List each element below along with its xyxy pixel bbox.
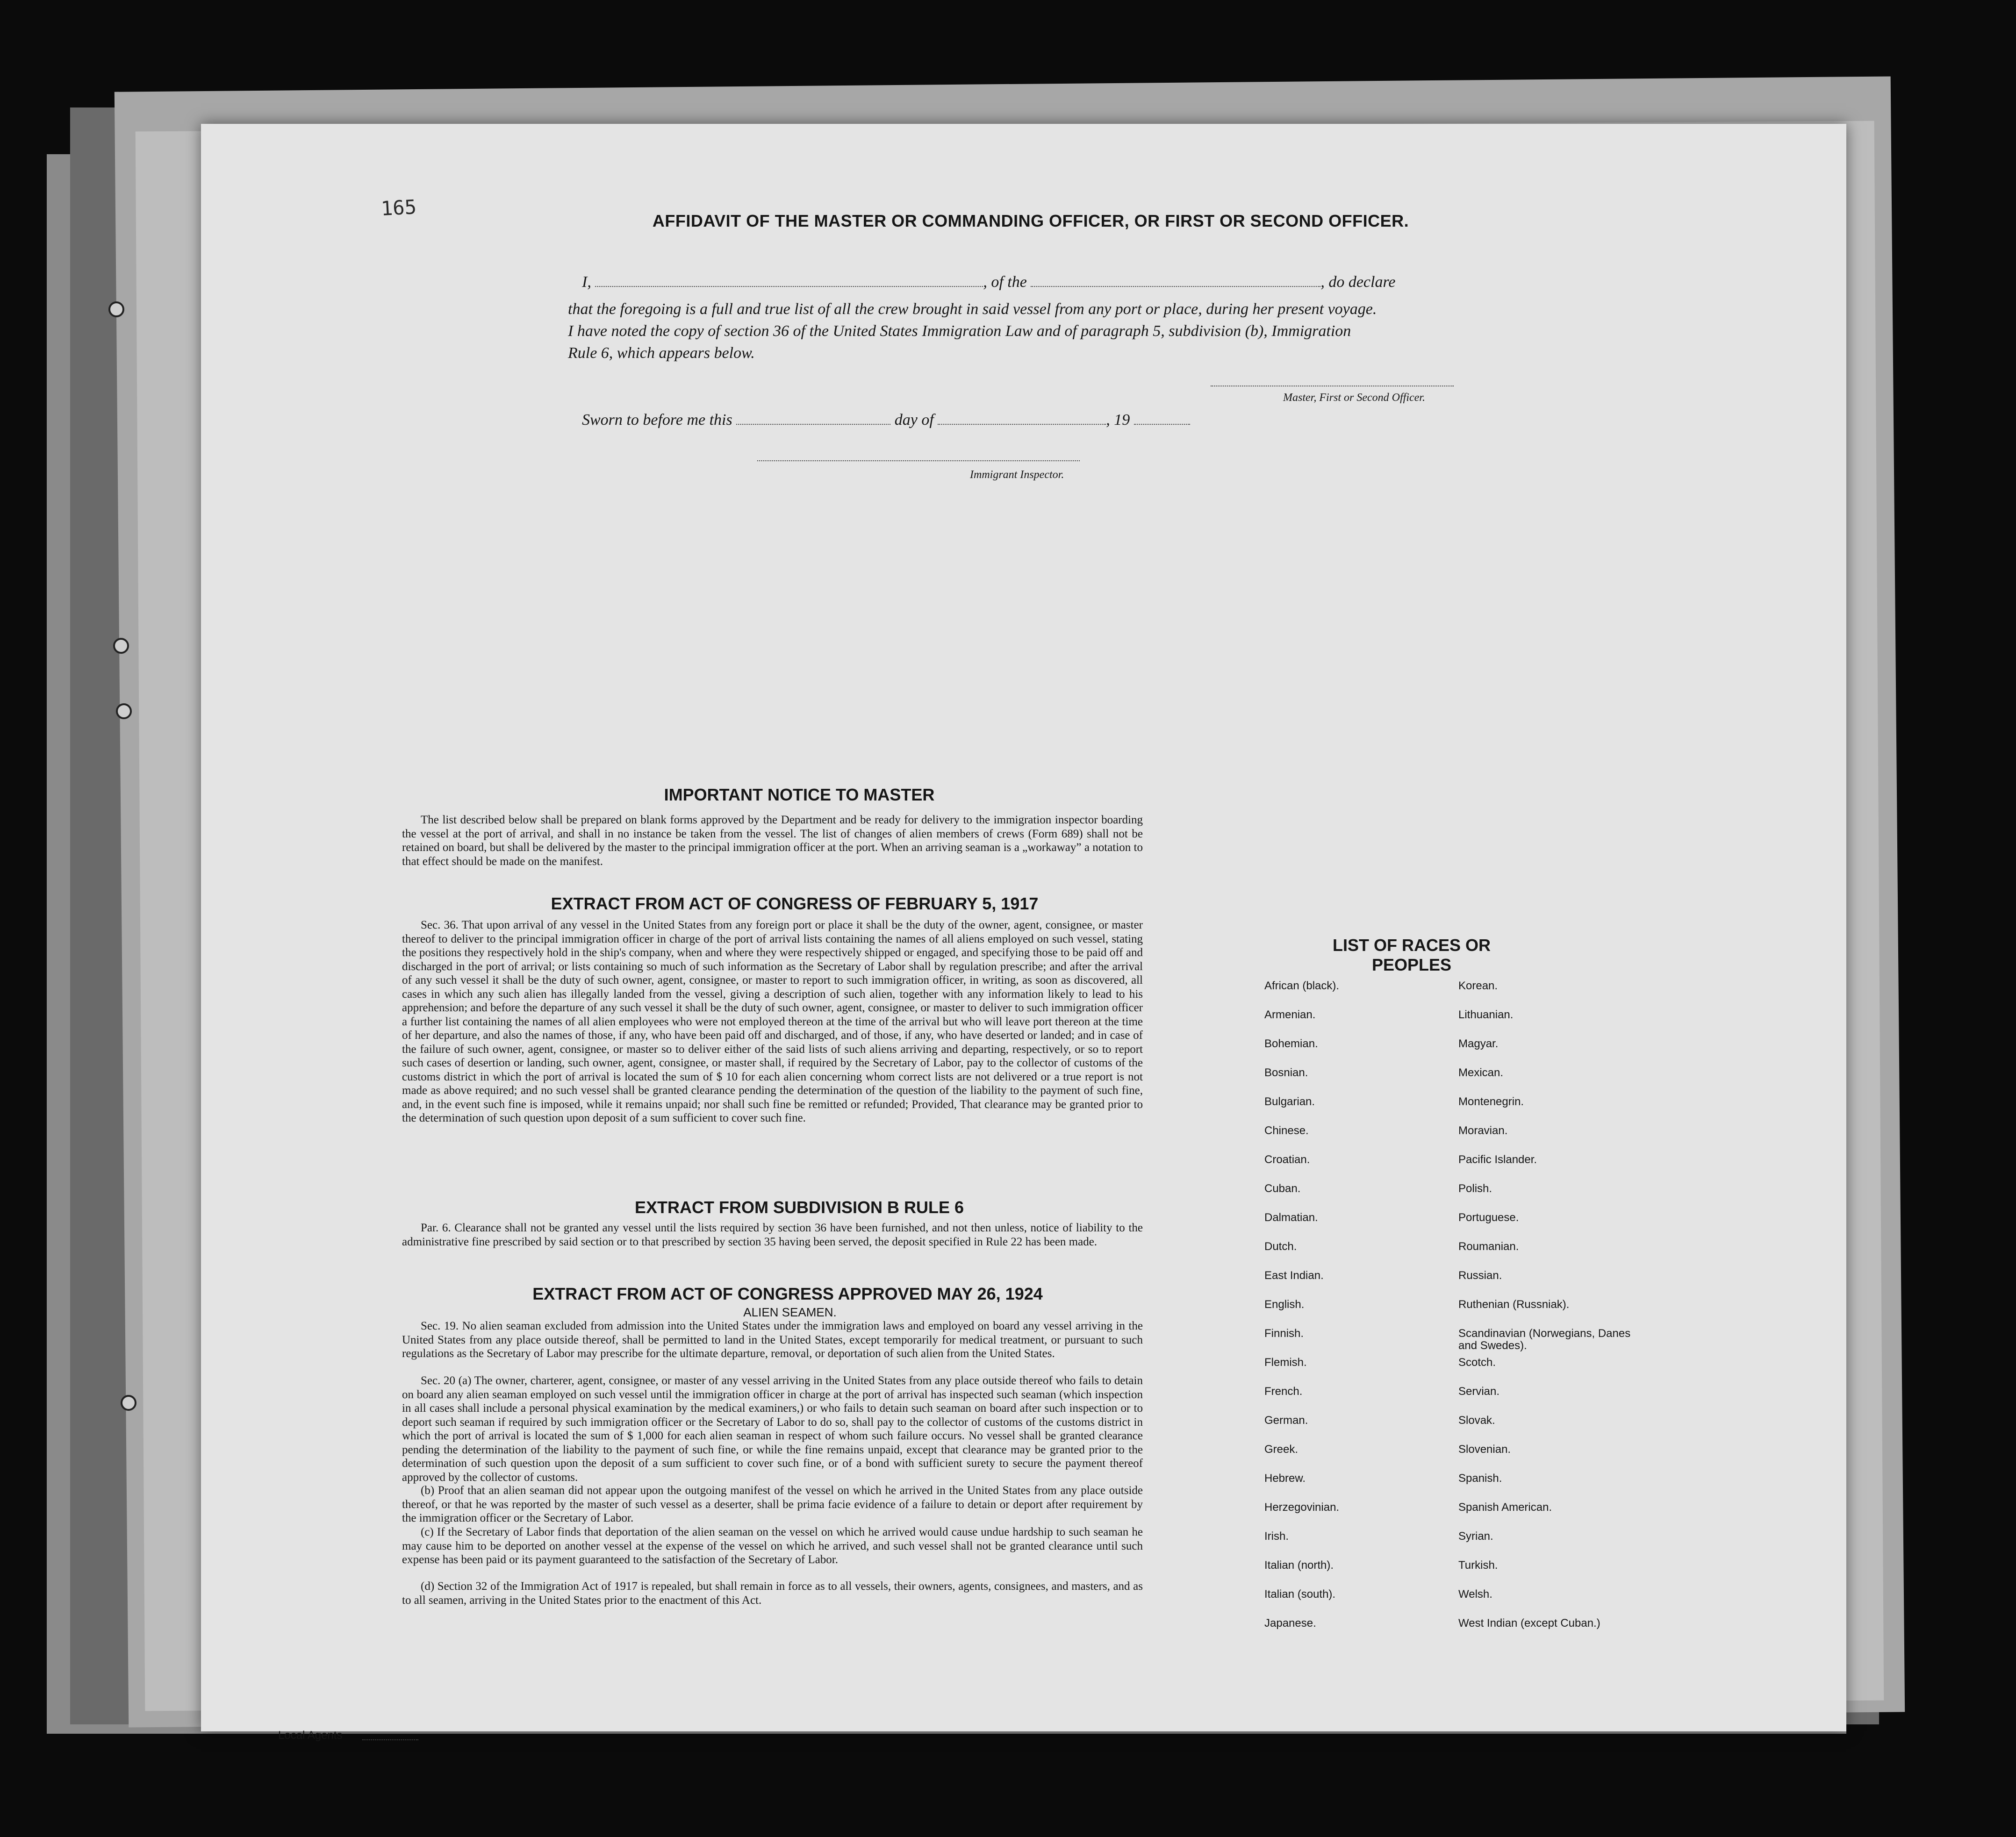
- race-item: Scandinavian (Norwegians, Danes and Swedes).: [1458, 1327, 1631, 1352]
- inspector-caption: Immigrant Inspector.: [970, 469, 1064, 481]
- race-item: Slovenian.: [1458, 1443, 1511, 1456]
- race-item: Portuguese.: [1458, 1211, 1519, 1224]
- race-item: East Indian.: [1264, 1269, 1324, 1282]
- race-item: Magyar.: [1458, 1037, 1499, 1050]
- affidavit-line-1: I, , of the , do declare: [582, 273, 1396, 291]
- affidavit-line-3: I have noted the copy of section 36 of the United States Immigration Law and of paragraph 5, subdivision (b), Immigration: [568, 322, 1351, 340]
- race-item: Scotch.: [1458, 1356, 1496, 1369]
- race-item: Finnish.: [1264, 1327, 1304, 1340]
- race-item: Herzegovinian.: [1264, 1501, 1340, 1514]
- race-item: Polish.: [1458, 1182, 1492, 1195]
- extract-1924-sec20c: (c) If the Secretary of Labor finds that deportation of the alien seaman on the vessel on which he arrived would cause undue hardship to such seaman he may cause him to be deported on another vessel at the expense of the vessel on which he arrived, and such vessel shall not be granted clearance until such expense has been paid or its payment guaranteed to the satisfaction of the Secretary of Labor.: [402, 1526, 1143, 1566]
- extract-rule6-text: Par. 6. Clearance shall not be granted any vessel until the lists required by section 36 have been furnished, and not then unless, notice of liability to the administrative fine prescribed by said section or to that prescribed by section 35 having been served, the deposit specified in Rule 22 has been made.: [402, 1222, 1143, 1248]
- races-column-right: [1458, 980, 1636, 1646]
- race-item: Spanish.: [1458, 1472, 1502, 1485]
- extract-1924-title: EXTRACT FROM ACT OF CONGRESS APPROVED MAY 26, 1924: [532, 1284, 1043, 1303]
- race-item: Croatian.: [1264, 1153, 1310, 1166]
- sworn-day-field[interactable]: [736, 412, 890, 425]
- affidavit-title: AFFIDAVIT OF THE MASTER OR COMMANDING OFFICER, OR FIRST OR SECOND OFFICER.: [652, 211, 1409, 230]
- local-agents-line[interactable]: [362, 1739, 418, 1740]
- race-item: Italian (north).: [1264, 1559, 1334, 1572]
- race-item: Greek.: [1264, 1443, 1299, 1456]
- extract-1924-sec20d: (d) Section 32 of the Immigration Act of 1917 is repealed, but shall remain in force as to all vessels, their owners, agents, consignees, and masters, and as to all seamen, arriving in the United States prior to the enactment of this Act.: [402, 1580, 1143, 1607]
- punch-hole: [121, 1395, 136, 1411]
- punch-hole: [116, 703, 132, 719]
- notice-title: IMPORTANT NOTICE TO MASTER: [664, 785, 935, 804]
- extract-1924-sec20b: (b) Proof that an alien seaman did not appear upon the outgoing manifest of the vessel on which he arrived in the United States from any place outside thereof, or that he was reported by the master of such vessel as a deserter, shall be prima facie evidence of a failure to detain or deport after requirement by the immigration officer or the Secretary of Labor.: [402, 1484, 1143, 1524]
- vessel-field[interactable]: [1031, 274, 1320, 287]
- race-item: Mexican.: [1458, 1066, 1504, 1079]
- races-column-left: [1264, 980, 1423, 1646]
- race-item: Welsh.: [1458, 1588, 1492, 1601]
- sworn-year-field[interactable]: [1134, 412, 1190, 425]
- extract-1917-title: EXTRACT FROM ACT OF CONGRESS OF FEBRUARY 5, 1917: [551, 894, 1039, 913]
- race-item: Irish.: [1264, 1530, 1289, 1543]
- local-agents-label: Local Agents: [278, 1729, 343, 1742]
- race-item: Bulgarian.: [1264, 1095, 1315, 1108]
- race-item: West Indian (except Cuban.): [1458, 1617, 1600, 1630]
- extract-1924-subtitle: ALIEN SEAMEN.: [743, 1305, 837, 1319]
- race-item: Lithuanian.: [1458, 1008, 1514, 1021]
- affidavit-line-4: Rule 6, which appears below.: [568, 344, 755, 362]
- race-item: Roumanian.: [1458, 1240, 1519, 1253]
- affidavit-line-2: that the foregoing is a full and true list of all the crew brought in said vessel from any port or place, during her present voyage.: [568, 300, 1377, 318]
- extract-1917-text: Sec. 36. That upon arrival of any vessel in the United States from any foreign port or place it shall be the duty of the owner, agent, consignee, or master thereof to deliver to the principal immigration officer in charge of the port of arrival lists containing the names of all aliens employed on such vessel, stating the positions they respectively hold in the ship's company, when and where they were respectively shipped or engaged, and specifying those to be paid off and discharged in the port of arrival; or lists containing so much of such information as the Secretary of Labor shall by regulation prescribe; and after the arrival of any such vessel it shall be the duty of such owner, agent, consignee, or master to report to such immigration officer, in writing, as soon as discovered, all cases in which any such alien has illegally landed from the vessel, giving a description of such alien, together with any information likely to lead to his apprehension; and before the departure of any such vessel it shall be the duty of such owner, agent, consignee, or master to deliver to such immigration officer a further list containing the names of all alien employees who were not employed thereon at the time of the arrival but who will leave port thereon at the time of her departure, and also the names of those, if any, who have been paid off and discharged, and of those, if any, who have deserted or landed; and in case of the failure of such owner, agent, consignee, or master so to deliver either of the said lists of such aliens arriving and departing, respectively, or so to report such cases of desertion or landing, such owner, agent, consignee, or master shall, if required by the Secretary of Labor, pay to the collector of customs of the customs district in which the port of arrival is located the sum of $ 10 for each alien concerning whom correct lists are not delivered or a true report is not made as above required; and no such vessel shall be granted clearance pending the determination of the question of the liability to the payment of such fine, and, in the event such fine is imposed, while it remains unpaid; nor shall such fine be remitted or refunded; Provided, That clearance may be granted prior to the determination of such question upon deposit of a sum sufficient to cover such fine.: [402, 919, 1143, 1124]
- race-item: Pacific Islander.: [1458, 1153, 1537, 1166]
- punch-hole: [113, 638, 129, 654]
- race-item: Flemish.: [1264, 1356, 1307, 1369]
- inspector-signature-line[interactable]: [757, 460, 1080, 461]
- race-item: Dalmatian.: [1264, 1211, 1318, 1224]
- race-item: Slovak.: [1458, 1414, 1495, 1427]
- race-item: Cuban.: [1264, 1182, 1301, 1195]
- name-field[interactable]: [595, 274, 983, 287]
- race-item: English.: [1264, 1298, 1305, 1311]
- handwritten-sheet-number: 165: [380, 195, 417, 220]
- race-item: Italian (south).: [1264, 1588, 1336, 1601]
- punch-hole: [108, 301, 124, 317]
- races-title: LIST OF RACES OR PEOPLES: [1332, 936, 1491, 974]
- race-item: Russian.: [1458, 1269, 1502, 1282]
- race-item: Ruthenian (Russniak).: [1458, 1298, 1570, 1311]
- race-item: Japanese.: [1264, 1617, 1316, 1630]
- race-item: Moravian.: [1458, 1124, 1508, 1137]
- race-item: Hebrew.: [1264, 1472, 1306, 1485]
- race-item: Turkish.: [1458, 1559, 1498, 1572]
- race-item: German.: [1264, 1414, 1308, 1427]
- race-item: Spanish American.: [1458, 1501, 1552, 1514]
- race-item: Korean.: [1458, 979, 1498, 992]
- notice-text: The list described below shall be prepared on blank forms approved by the Department and be ready for delivery to the immigration inspector boarding the vessel at the port of arrival, and shall in no instance be taken from the vessel. The list of changes of alien members of crews (Form 689) shall not be retained on board, but shall be delivered by the master to the principal immigration officer at the port. When an arriving seaman is a „workaway” a notation to that effect should be made on the manifest.: [402, 814, 1143, 868]
- race-item: Dutch.: [1264, 1240, 1297, 1253]
- sworn-month-field[interactable]: [938, 412, 1106, 425]
- race-item: Syrian.: [1458, 1530, 1493, 1543]
- race-item: Bosnian.: [1264, 1066, 1308, 1079]
- race-item: Chinese.: [1264, 1124, 1309, 1137]
- sworn-line: Sworn to before me this day of , 19: [582, 411, 1190, 429]
- extract-rule6-title: EXTRACT FROM SUBDIVISION B RULE 6: [634, 1198, 964, 1217]
- extract-1924-sec20a: Sec. 20 (a) The owner, charterer, agent, consignee, or master of any vessel arriving in the United States from any place outside thereof who fails to detain on board any alien seaman employed on such vessel until the immigration officer in charge at the port of arrival has inspected such seaman (which inspection in all cases shall include a personal physical examination by the medical examiners,) or who fails to detain such seaman on board after such inspection or to deport such seaman if required by such immigration officer or the Secretary of Labor to do so, shall pay to the collector of customs of the customs district in which the port of arrival is located the sum of $ 1,000 for each alien seaman in respect of whom such failure occurs. No vessel shall be granted clearance pending the determination of the liability to the payment of such fine, or while the fine remains unpaid, except that clearance may be granted prior to the determination of such question upon the deposit of a sum sufficient to cover such fine, or of a bond with sufficient surety to secure the payment thereof approved by the collector of customs.: [402, 1374, 1143, 1484]
- race-item: Montenegrin.: [1458, 1095, 1524, 1108]
- race-item: Servian.: [1458, 1385, 1500, 1398]
- race-item: Bohemian.: [1264, 1037, 1318, 1050]
- master-caption: Master, First or Second Officer.: [1283, 392, 1425, 404]
- extract-1924-sec19: Sec. 19. No alien seaman excluded from admission into the United States under the immigration laws and employed on board any vessel arriving in the United States from any place outside thereof, shall be permitted to land in the United States, except temporarily for medical treatment, or pursuant to such regulations as the Secretary of Labor may prescribe for the ultimate departure, removal, or deportation of such alien from the United States.: [402, 1320, 1143, 1360]
- race-item: French.: [1264, 1385, 1303, 1398]
- race-item: African (black).: [1264, 979, 1340, 992]
- race-item: Armenian.: [1264, 1008, 1316, 1021]
